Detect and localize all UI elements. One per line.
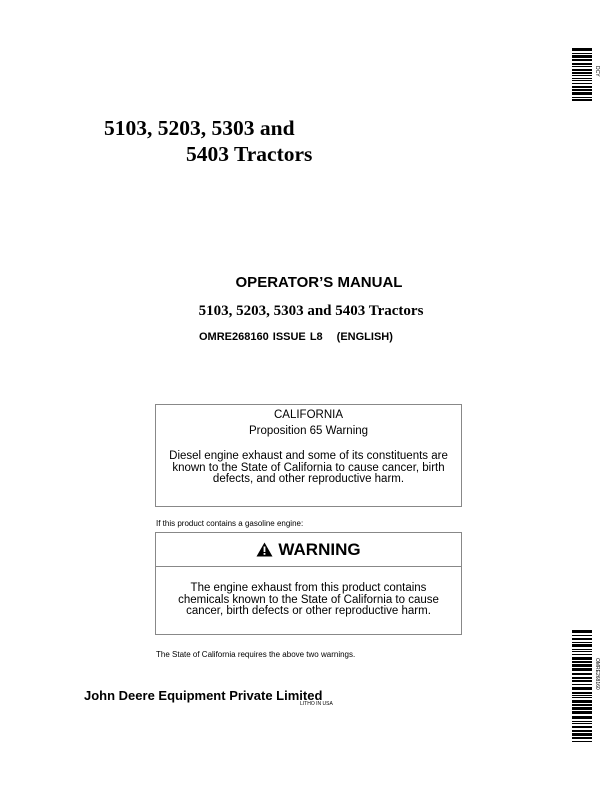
issue-code: OMRE268160 ISSUE L8 <box>199 331 323 343</box>
company-name: John Deere Equipment Private Limited <box>84 688 323 703</box>
bottom-barcode-label: OMRE268160 <box>594 658 600 690</box>
california-prop65-box <box>155 404 462 507</box>
diesel-warning-text: Diesel engine exhaust and some of its constituents are known to the State of California to cause cancer, birth defects, and other reproductive harm. <box>169 450 448 485</box>
prop65-subheading: Proposition 65 Warning <box>248 425 369 437</box>
issue-line <box>199 331 393 343</box>
bottom-barcode <box>572 630 592 742</box>
cover-title-line1: 5103, 5203, 5303 and <box>104 116 295 140</box>
gasoline-warning-text: The engine exhaust from this product contains chemicals known to the State of California to cause cancer, birth defects or other reproductive harm. <box>178 582 439 617</box>
california-heading: CALIFORNIA <box>273 409 343 421</box>
top-barcode-label: DCY <box>594 66 600 77</box>
warning-heading: WARNING <box>278 539 361 559</box>
cover-title-line2: 5403 Tractors <box>186 142 313 166</box>
warning-triangle-icon <box>256 542 273 557</box>
issue-language: (ENGLISH) <box>336 331 393 343</box>
warning-header <box>156 533 461 567</box>
state-requirement-note: The State of California requires the above two warnings. <box>156 650 356 659</box>
top-barcode <box>572 48 592 102</box>
gasoline-warning-box <box>155 532 462 635</box>
litho-note: LITHO IN USA <box>300 701 333 707</box>
manual-subtitle: 5103, 5203, 5303 and 5403 Tractors <box>198 303 424 319</box>
manual-title: OPERATOR’S MANUAL <box>235 274 403 291</box>
gasoline-note: If this product contains a gasoline engine: <box>156 519 304 528</box>
